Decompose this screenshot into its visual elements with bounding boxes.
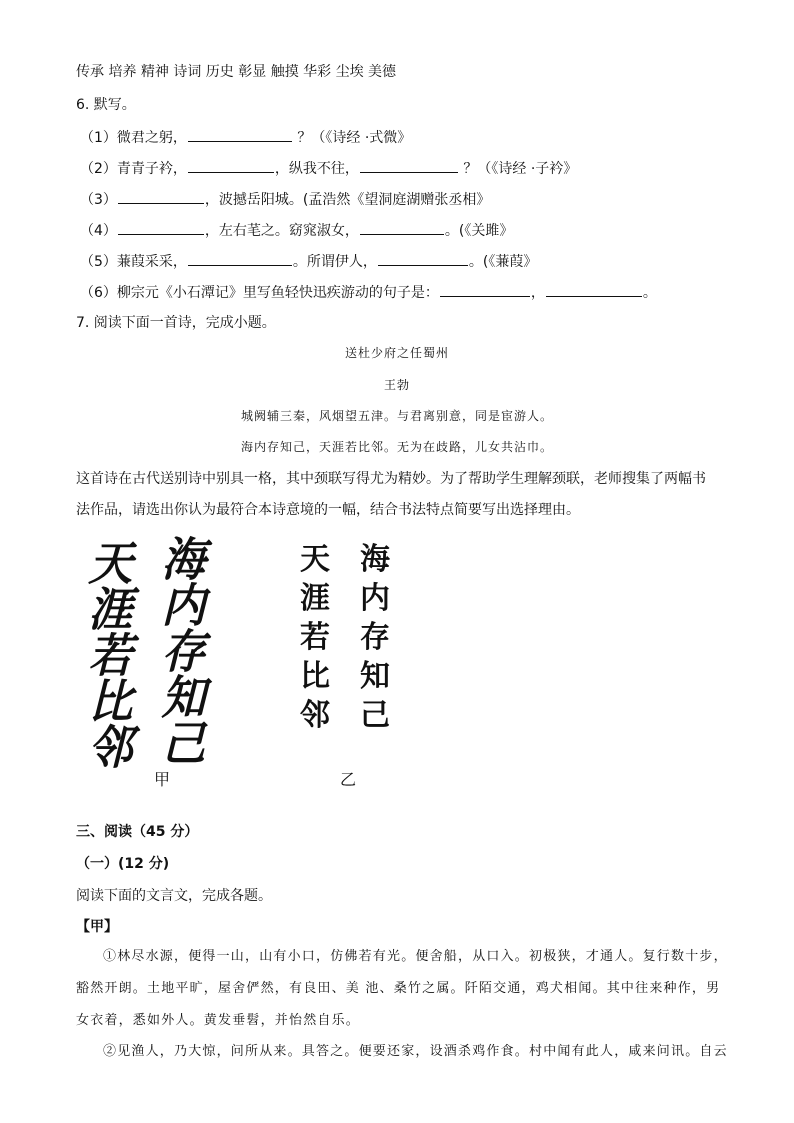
dictation-suffix: 。 — [642, 285, 657, 301]
calligraphy-char: 海 — [360, 542, 390, 577]
answer-blank[interactable] — [546, 282, 642, 297]
passage-tag-jia: 【甲】 — [76, 919, 118, 935]
calligraphy-char: 涯 — [300, 581, 330, 616]
calligraphy-char: 内 — [360, 581, 390, 616]
subsection-heading: （一）(12 分) — [76, 856, 170, 872]
dictation-middle: 。所谓伊人， — [292, 254, 377, 270]
poem-author: 王勃 — [383, 378, 410, 392]
calligraphy-char: 己 — [158, 717, 216, 772]
calligraphy-char: 邻 — [85, 721, 143, 776]
calligraphy-char: 存 — [360, 620, 390, 655]
question-7-text-line-2: 法作品，请选出你认为最符合本诗意境的一幅，结合书法特点简要写出选择理由。 — [76, 502, 580, 518]
dictation-prefix: （4） — [80, 223, 117, 239]
answer-blank[interactable] — [378, 251, 468, 266]
answer-blank[interactable] — [188, 251, 292, 266]
calligraphy-yi-left-column — [300, 540, 330, 735]
calligraphy-yi-right-column — [360, 540, 390, 735]
answer-blank[interactable] — [360, 220, 444, 235]
calligraphy-char: 天 — [85, 537, 143, 592]
calligraphy-char: 知 — [158, 671, 216, 726]
dictation-item-2 — [80, 158, 577, 178]
calligraphy-char: 天 — [300, 542, 330, 577]
passage-paragraph-2-line-1: ②见渔人，乃大惊，问所从来。具答之。便要还家，设酒杀鸡作食。村中闻有此人，咸来问讯。自云 — [103, 1044, 728, 1059]
calligraphy-char: 海 — [158, 533, 216, 588]
passage-paragraph-1-line-1: ①林尽水源，便得一山，山有小口，仿佛若有光。便舍船，从口入。初极狭，才通人。复行数十步， — [103, 949, 728, 964]
dictation-item-1 — [80, 127, 411, 147]
dictation-middle: ， — [530, 285, 545, 301]
dictation-suffix: 。(《关雎》 — [444, 223, 514, 239]
dictation-prefix: （6）柳宗元《小石潭记》里写鱼轻快迅疾游动的句子是： — [80, 285, 439, 301]
word-list-row: 传承 培养 精神 诗词 历史 彰显 触摸 华彩 尘埃 美德 — [76, 64, 397, 80]
calligraphy-jia-right-column — [158, 533, 216, 772]
poem-line-2: 海内存知己，天涯若比邻。无为在歧路，儿女共沾巾。 — [240, 440, 553, 454]
dictation-prefix: （3） — [80, 192, 117, 208]
passage-paragraph-1-line-3: 女衣着，悉如外人。黄发垂髫，并怡然自乐。 — [76, 1013, 361, 1028]
dictation-suffix: 。(《蒹葭》 — [468, 254, 538, 270]
dictation-prefix: （2）青青子衿， — [80, 161, 187, 177]
poem-title: 送杜少府之任蜀州 — [344, 346, 449, 360]
answer-blank[interactable] — [440, 282, 530, 297]
calligraphy-char: 知 — [360, 659, 390, 694]
calligraphy-char: 己 — [360, 698, 390, 733]
dictation-item-4 — [80, 220, 513, 240]
question-7-title: 7. 阅读下面一首诗，完成小题。 — [76, 315, 276, 331]
dictation-middle: ，左右芼之。窈窕淑女， — [204, 223, 359, 239]
dictation-suffix: ？（《诗经 ·式微》 — [297, 130, 412, 146]
section-heading: 三、阅读（45 分） — [76, 824, 199, 840]
calligraphy-jia-left-column — [85, 537, 143, 776]
calligraphy-char: 若 — [300, 620, 330, 655]
caption-jia: 甲 — [154, 770, 171, 789]
dictation-suffix: ？（《诗经 ·子衿》 — [463, 161, 578, 177]
answer-blank[interactable] — [188, 127, 292, 142]
calligraphy-char: 邻 — [300, 698, 330, 733]
answer-blank[interactable] — [188, 158, 274, 173]
caption-yi: 乙 — [340, 770, 357, 789]
question-7-text-line-1: 这首诗在古代送别诗中别具一格，其中颈联写得尤为精妙。为了帮助学生理解颈联，老师搜集了两幅书 — [76, 471, 706, 487]
answer-blank[interactable] — [360, 158, 458, 173]
dictation-prefix: （5）蒹葭采采， — [80, 254, 187, 270]
dictation-middle: ，纵我不往， — [274, 161, 359, 177]
dictation-item-6 — [80, 282, 657, 302]
question-6-title: 6. 默写。 — [76, 97, 136, 113]
dictation-item-5 — [80, 251, 537, 271]
dictation-item-3 — [80, 189, 490, 209]
calligraphy-char: 涯 — [85, 583, 143, 638]
calligraphy-char: 若 — [85, 629, 143, 684]
dictation-suffix: ，波撼岳阳城。(孟浩然《望洞庭湖赠张丞相》 — [204, 192, 491, 208]
answer-blank[interactable] — [118, 189, 204, 204]
calligraphy-char: 比 — [85, 675, 143, 730]
calligraphy-char: 比 — [300, 659, 330, 694]
poem-line-1: 城阙辅三秦，风烟望五津。与君离别意，同是宦游人。 — [240, 409, 553, 423]
calligraphy-char: 存 — [158, 625, 216, 680]
calligraphy-char: 内 — [158, 579, 216, 634]
reading-instruction: 阅读下面的文言文，完成各题。 — [76, 888, 272, 904]
dictation-prefix: （1）微君之躬， — [80, 130, 187, 146]
answer-blank[interactable] — [118, 220, 204, 235]
passage-paragraph-1-line-2: 豁然开朗。土地平旷，屋舍俨然，有良田、美 池、桑竹之属。阡陌交通，鸡犬相闻。其中往来种作，男 — [76, 981, 721, 996]
